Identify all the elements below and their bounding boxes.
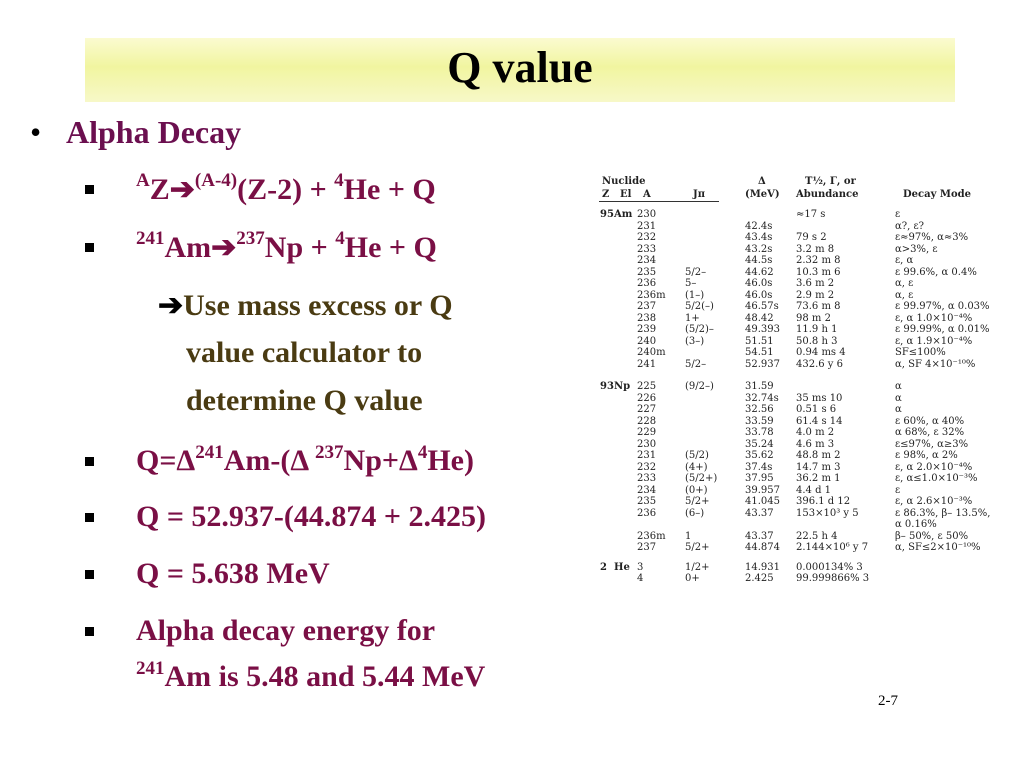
nuclide-table [593,176,1005,616]
square-bullet [85,457,94,466]
cell-half-life: 35 ms 10 [796,392,843,404]
cell-half-life: 11.9 h 1 [796,324,838,335]
cell-decay-mode: α [895,381,902,392]
cell-delta: 48.42 [745,312,774,324]
cell-jpi: (0+) [685,484,708,496]
cell-jpi: 5– [685,278,697,289]
alpha-energy-line-1: Alpha decay energy for [136,614,436,647]
cell-a: 225 [637,381,657,392]
cell-decay-mode: α, SF≤2×10⁻¹⁰% [895,542,981,553]
cell-a: 226 [637,392,657,404]
cell-delta: 37.95 [745,473,774,484]
cell-half-life: 3.6 m 2 [796,278,835,289]
cell-jpi: 1 [685,530,692,542]
cell-jpi: (5/2) [685,450,709,461]
cell-jpi: (4+) [685,461,708,473]
cell-decay-mode: ε [895,484,901,496]
cell-jpi: (1–) [685,289,705,301]
cell-decay-mode: ε 99.6%, α 0.4% [895,266,977,278]
cell-decay-mode: ε 98%, α 2% [895,450,958,461]
cell-a: 238 [637,312,657,324]
cell-decay-mode: α [895,404,902,415]
cell-half-life: 4.0 m 2 [796,427,835,438]
cell-delta: 37.4s [745,461,773,473]
cell-decay-mode: ε 60%, α 40% [895,415,965,427]
cell-half-life: 4.6 m 3 [796,438,835,450]
cell-a: 235 [637,266,657,278]
cell-a: 236 [637,278,657,289]
cell-delta: 33.78 [745,427,774,438]
cell-delta: 41.045 [745,496,780,507]
cell-decay-mode: α?, ε? [895,220,925,232]
cell-delta: 44.62 [745,266,774,278]
cell-decay-mode: ε, α 1.9×10⁻⁴% [895,335,973,347]
cell-el: Np [614,381,631,392]
cell-half-life: 3.2 m 8 [796,243,835,255]
header-rule [599,201,719,202]
cell-el: Am [614,209,633,220]
cell-half-life: 48.8 m 2 [796,450,841,461]
cell-el: He [614,561,630,573]
cell-delta: 35.62 [745,450,774,461]
cell-half-life: 0.94 ms 4 [796,347,846,358]
cell-z: 93 [600,381,614,392]
q-result-text: Q = 5.638 MeV [136,557,330,590]
header-abundance: Abundance [796,189,859,200]
cell-half-life: 2.32 m 8 [796,255,841,266]
cell-a: 230 [637,209,657,220]
cell-half-life: 14.7 m 3 [796,461,841,473]
cell-half-life: 0.000134% 3 [796,561,863,573]
cell-delta: 51.51 [745,335,774,347]
cell-a: 237 [637,542,657,553]
cell-a: 241 [637,358,657,370]
cell-z: 2 [600,561,607,573]
cell-half-life: 98 m 2 [796,312,831,324]
cell-z: 95 [600,209,614,220]
cell-a: 233 [637,243,657,255]
cell-decay-mode: α 0.16% [895,519,937,530]
cell-decay-mode: α 68%, ε 32% [895,427,965,438]
cell-delta: 43.4s [745,232,773,243]
cell-a: 227 [637,404,657,415]
bullet-dot: • [30,114,42,150]
title-band [85,38,955,102]
cell-delta: 49.393 [745,324,780,335]
cell-a: 3 [637,561,644,573]
cell-decay-mode: ε≈97%, α≈3% [895,232,969,243]
cell-half-life: 153×10³ y 5 [796,507,859,519]
header-decay-mode: Decay Mode [903,189,971,200]
cell-decay-mode: ε, α [895,255,914,266]
cell-a: 231 [637,450,657,461]
cell-delta: 43.37 [745,507,774,519]
cell-jpi: 1/2+ [685,561,710,573]
cell-half-life: 22.5 h 4 [796,530,838,542]
cell-delta: 46.57s [745,301,779,312]
cell-delta: 39.957 [745,484,780,496]
cell-jpi: 5/2+ [685,542,710,553]
cell-half-life: 4.4 d 1 [796,484,832,496]
cell-half-life: 36.2 m 1 [796,473,841,484]
cell-a: 230 [637,438,657,450]
cell-decay-mode: ε, α 1.0×10⁻⁴% [895,312,973,324]
alpha-energy-line-2: $^{241}$Am is 5.48 and 5.44 MeV [136,658,486,693]
cell-jpi: (3–) [685,335,705,347]
cell-decay-mode: ε [895,209,901,220]
cell-a: 237 [637,301,657,312]
cell-half-life: 0.51 s 6 [796,404,837,415]
cell-delta: 43.2s [745,243,773,255]
slide-title: Q value [447,43,593,92]
cell-a: 228 [637,415,657,427]
header-mev: (MeV) [745,189,780,200]
cell-half-life: 79 s 2 [796,232,827,243]
cell-decay-mode: ε, α 2.6×10⁻³% [895,496,973,507]
cell-delta: 42.4s [745,220,773,232]
cell-a: 232 [637,461,657,473]
header-el: El [620,189,632,200]
cell-a: 236 [637,507,657,519]
cell-jpi: 5/2+ [685,496,710,507]
cell-jpi: 1+ [685,312,700,324]
cell-half-life: 432.6 y 6 [796,358,843,370]
cell-delta: 31.59 [745,381,774,392]
note-line-2: value calculator to [186,336,423,369]
square-bullet [85,513,94,522]
cell-half-life: ≈17 s [796,209,826,220]
cell-jpi: 0+ [685,573,700,584]
main-bullet [30,114,241,151]
square-bullet [85,627,94,636]
cell-a: 229 [637,427,657,438]
cell-delta: 44.874 [745,542,780,553]
cell-delta: 54.51 [745,347,774,358]
cell-half-life: 99.999866% 3 [796,573,870,584]
header-delta: Δ [758,176,766,187]
equation-am241-text: $^{241}$Am➔$^{237}$Np + $^4$He + Q [136,228,437,264]
equation-general-text: $^A$Z➔$^{(A-4)}$(Z-2) + $^4$He + Q [136,170,436,206]
cell-a: 239 [637,324,657,335]
cell-a: 235 [637,496,657,507]
cell-decay-mode: ε 99.99%, α 0.01% [895,324,990,335]
cell-half-life: 10.3 m 6 [796,266,841,278]
cell-decay-mode: ε≤97%, α≥3% [895,438,969,450]
cell-half-life: 396.1 d 12 [796,496,851,507]
cell-delta: 46.0s [745,278,773,289]
cell-delta: 33.59 [745,415,774,427]
cell-delta: 32.56 [745,404,774,415]
square-bullet [85,243,94,252]
cell-a: 234 [637,484,657,496]
cell-a: 233 [637,473,657,484]
header-thalf: T½, Γ, or [805,176,856,187]
cell-half-life: 61.4 s 14 [796,415,843,427]
cell-decay-mode: ε 99.97%, α 0.03% [895,301,990,312]
cell-jpi: 5/2– [685,358,707,370]
cell-a: 236m [637,530,666,542]
cell-a: 236m [637,289,666,301]
cell-delta: 35.24 [745,438,774,450]
header-nuclide: Nuclide [602,176,646,187]
header-a: A [643,189,651,200]
note-line-1 [158,288,453,323]
note-text-1: Use mass excess or Q [183,289,453,322]
page-number: 2-7 [878,693,898,709]
cell-delta: 2.425 [745,573,774,584]
cell-delta: 43.37 [745,530,774,542]
cell-a: 234 [637,255,657,266]
arrow-icon: ➔ [158,289,184,322]
note-line-3: determine Q value [186,384,423,417]
cell-a: 4 [637,573,644,584]
cell-jpi: 5/2– [685,266,707,278]
cell-decay-mode: ε, α≤1.0×10⁻³% [895,473,978,484]
cell-half-life: 50.8 h 3 [796,335,838,347]
square-bullet [85,570,94,579]
cell-decay-mode: α, ε [895,289,914,301]
square-bullet [85,185,94,194]
cell-decay-mode: α, SF 4×10⁻¹⁰% [895,358,976,370]
header-jpi: Jπ [693,189,706,200]
cell-delta: 44.5s [745,255,773,266]
cell-a: 232 [637,232,657,243]
q-numeric-text: Q = 52.937-(44.874 + 2.425) [136,500,486,533]
cell-delta: 32.74s [745,392,779,404]
cell-jpi: 5/2(–) [685,301,714,312]
cell-a: 240 [637,335,657,347]
cell-half-life: 2.144×10⁶ y 7 [796,542,869,553]
main-bullet-label: Alpha Decay [66,114,242,150]
cell-delta: 52.937 [745,358,780,370]
cell-decay-mode: α>3%, ε [895,243,938,255]
cell-delta: 46.0s [745,289,773,301]
cell-jpi: (5/2+) [685,473,718,484]
cell-half-life: 73.6 m 8 [796,301,841,312]
cell-jpi: (6–) [685,507,705,519]
cell-delta: 14.931 [745,561,780,573]
cell-decay-mode: SF≤100% [895,347,946,358]
q-formula-text: $Q=\Delta^{241}Am-(\Delta$ $^{237}Np+\Delta^4He$) [136,442,474,477]
cell-decay-mode: β– 50%, ε 50% [895,530,969,542]
cell-decay-mode: ε, α 2.0×10⁻⁴% [895,461,973,473]
cell-decay-mode: α, ε [895,278,914,289]
cell-a: 231 [637,220,657,232]
cell-jpi: (5/2)– [685,324,714,335]
cell-decay-mode: ε 86.3%, β– 13.5%, [895,507,991,519]
cell-half-life: 2.9 m 2 [796,289,835,301]
cell-a: 240m [637,347,666,358]
header-z: Z [602,189,610,200]
cell-decay-mode: α [895,392,902,404]
cell-jpi: (9/2–) [685,381,714,392]
